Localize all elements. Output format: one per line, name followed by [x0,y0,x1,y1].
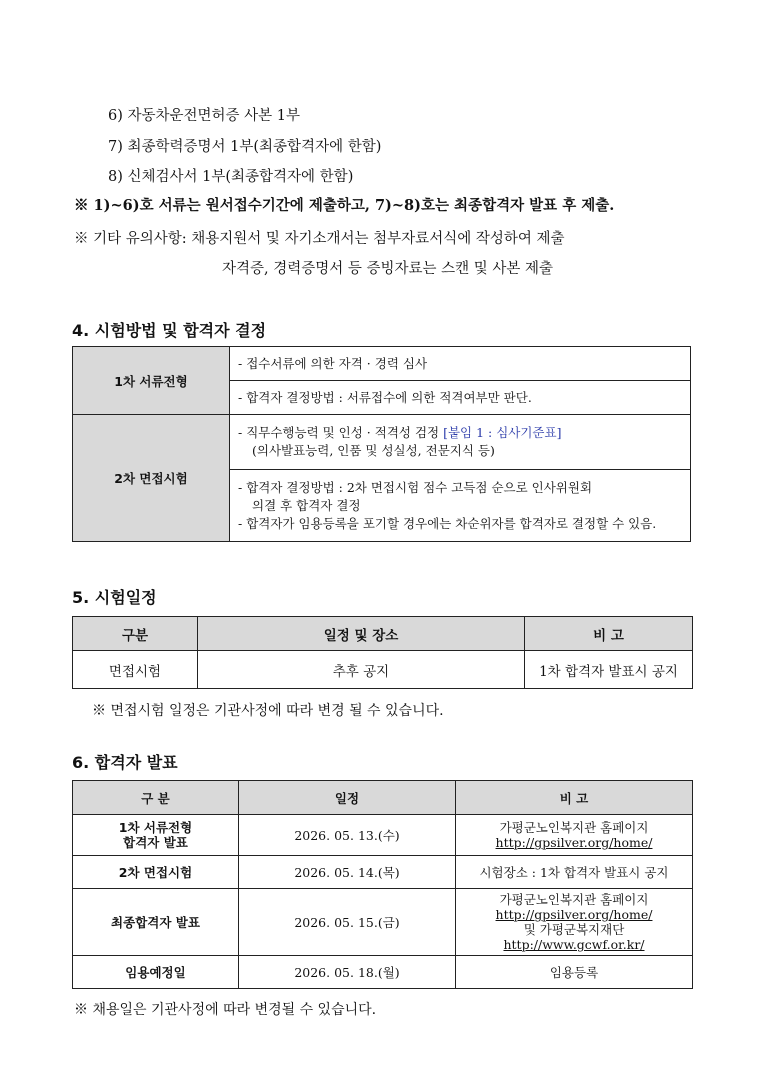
row3-note-b: 및 가평군복지재단 [523,922,625,937]
table-row [73,856,693,889]
note-other-line2: 자격증, 경력증명서 등 증빙자료는 스캔 및 사본 제출 [222,261,554,277]
row1-label [73,815,239,856]
list-item-6: 6) 자동차운전면허증 사본 1부 [108,108,301,124]
row3-note-a: 가평군노인복지관 홈페이지 [499,892,649,907]
row1-label-a: 1차 서류전형 [118,820,193,835]
list-item-7: 7) 최종학력증명서 1부(최종합격자에 한함) [108,139,382,155]
gcwf-link[interactable]: http://www.gcwf.or.kr/ [503,937,645,952]
row1-note-text: 가평군노인복지관 홈페이지 [499,820,649,835]
stage2-desc2 [230,470,691,542]
col-category: 구분 [73,617,198,651]
table-row [73,651,693,689]
appendix-reference: [붙임 1 : 심사기준표] [443,425,562,440]
col-date: 일정 [239,781,456,815]
list-item-8: 8) 신체검사서 1부(최종합격자에 한함) [108,169,354,185]
exam-schedule-table [72,616,693,689]
cell-schedule: 추후 공지 [198,651,525,689]
col-category: 구 분 [73,781,239,815]
section6-heading: 6. 합격자 발표 [72,753,178,772]
table-row [73,956,693,989]
note-submission: ※ 1)~6)호 서류는 원서접수기간에 제출하고, 7)~8)호는 최종합격자 발표 후 제출. [74,197,615,214]
row1-note [456,815,693,856]
row3-note [456,889,693,956]
stage2-desc1-text: - 직무수행능력 및 인성 · 적격성 검정 [238,425,440,440]
stage1-desc1: - 접수서류에 의한 자격 · 경력 심사 [230,347,691,381]
section6-note: ※ 채용일은 기관사정에 따라 변경될 수 있습니다. [74,1002,377,1018]
announcement-table [72,780,693,989]
row3-label: 최종합격자 발표 [73,889,239,956]
cell-remarks: 1차 합격자 발표시 공지 [525,651,693,689]
col-remarks: 비 고 [525,617,693,651]
table-row [73,889,693,956]
section5-heading: 5. 시험일정 [72,588,157,607]
stage2-desc2-a: - 합격자 결정방법 : 2차 면접시험 점수 고득점 순으로 인사위원회 [238,479,593,495]
stage2-label: 2차 면접시험 [73,415,230,542]
row4-note: 임용등록 [456,956,693,989]
row2-date: 2026. 05. 14.(목) [239,856,456,889]
stage2-desc1 [230,415,691,470]
row4-label: 임용예정일 [73,956,239,989]
stage2-desc2-c: - 합격자가 임용등록을 포기할 경우에는 차순위자를 합격자로 결정할 수 있음. [238,515,657,531]
section4-heading: 4. 시험방법 및 합격자 결정 [72,321,267,340]
row2-label: 2차 면접시험 [73,856,239,889]
gpsilver-link[interactable]: http://gpsilver.org/home/ [495,907,653,922]
stage2-desc2-b: 의결 후 합격자 결정 [252,497,361,513]
stage2-desc1-detail: (의사발표능력, 인품 및 성실성, 전문지식 등) [252,443,495,458]
row4-date: 2026. 05. 18.(월) [239,956,456,989]
row2-note: 시험장소 : 1차 합격자 발표시 공지 [456,856,693,889]
col-remarks: 비 고 [456,781,693,815]
stage1-desc2: - 합격자 결정방법 : 서류접수에 의한 적격여부만 판단. [230,381,691,415]
row3-date: 2026. 05. 15.(금) [239,889,456,956]
table-row [73,815,693,856]
exam-method-table [72,346,691,542]
section5-note: ※ 면접시험 일정은 기관사정에 따라 변경 될 수 있습니다. [92,703,444,719]
gpsilver-link[interactable]: http://gpsilver.org/home/ [495,835,653,850]
stage1-label: 1차 서류전형 [73,347,230,415]
note-other-line1: ※ 기타 유의사항: 채용지원서 및 자기소개서는 첨부자료서식에 작성하여 제출 [74,231,565,247]
col-schedule: 일정 및 장소 [198,617,525,651]
row1-label-b: 합격자 발표 [123,835,188,850]
row1-date: 2026. 05. 13.(수) [239,815,456,856]
cell-category: 면접시험 [73,651,198,689]
